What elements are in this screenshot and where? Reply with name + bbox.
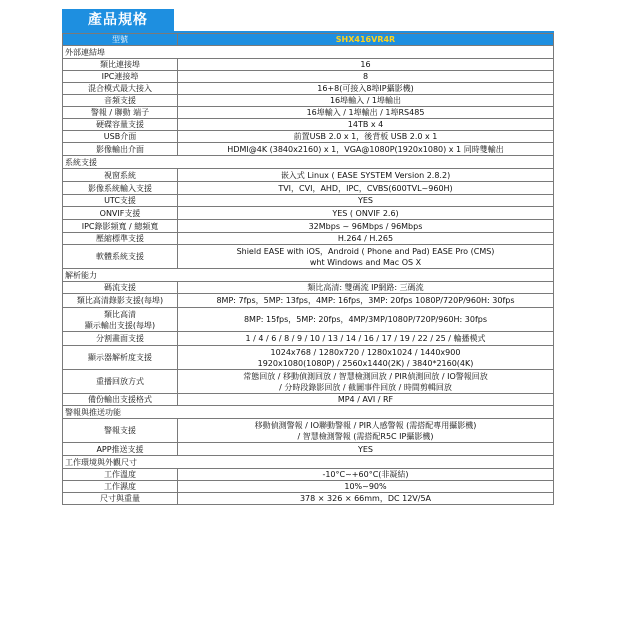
spec-value-line: 10%~90%	[344, 482, 387, 491]
spec-value-line: 16埠輸入 / 1埠輸出 / 1埠RS485	[306, 108, 425, 117]
model-value: SHX416VR4R	[178, 34, 554, 46]
spec-label: ONVIF支援	[63, 207, 178, 220]
section-heading: 工作環境與外觀尺寸	[63, 456, 554, 469]
spec-label: 類比連接埠	[63, 59, 178, 71]
spec-label: 軟體系統支援	[63, 245, 178, 269]
spec-label: USB介面	[63, 131, 178, 143]
model-row	[63, 34, 554, 46]
spec-row	[63, 469, 554, 481]
spec-row	[63, 195, 554, 207]
section-row	[63, 456, 554, 469]
spec-label: 音頻支援	[63, 95, 178, 107]
spec-row	[63, 83, 554, 95]
spec-value	[178, 394, 554, 406]
section-row	[63, 156, 554, 169]
spec-row	[63, 233, 554, 245]
spec-label: 工作溫度	[63, 469, 178, 481]
spec-label: 尺寸與重量	[63, 493, 178, 505]
spec-value-line: 嵌入式 Linux ( EASE SYSTEM Version 2.8.2)	[280, 170, 451, 180]
spec-value-line: 1024x768 / 1280x720 / 1280x1024 / 1440x900	[270, 347, 461, 357]
spec-label: 警報 / 聯動 端子	[63, 107, 178, 119]
spec-value	[178, 169, 554, 182]
spec-label: APP推送支援	[63, 443, 178, 456]
spec-value	[178, 107, 554, 119]
spec-value-line: 378 × 326 × 66mm，DC 12V/5A	[299, 494, 432, 503]
model-label: 型號	[63, 34, 178, 46]
spec-value	[178, 443, 554, 456]
spec-label: 混合模式最大接入	[63, 83, 178, 95]
spec-label: 類比高清錄影支援(每埠)	[63, 294, 178, 308]
spec-value	[178, 245, 554, 269]
spec-value	[178, 207, 554, 220]
spec-value-line: Shield EASE with iOS，Android ( Phone and Pad) EASE Pro (CMS)	[236, 246, 495, 256]
spec-value-line: / 智慧檢測警報 (需搭配R5C IP攝影機)	[297, 431, 434, 441]
spec-row	[63, 143, 554, 156]
spec-row	[63, 308, 554, 332]
spec-value	[178, 370, 554, 394]
spec-value	[178, 59, 554, 71]
spec-row	[63, 443, 554, 456]
spec-row	[63, 71, 554, 83]
spec-label	[63, 308, 178, 332]
spec-value	[178, 95, 554, 107]
spec-label: 備份輸出支援格式	[63, 394, 178, 406]
section-row	[63, 406, 554, 419]
spec-label: IPC連接埠	[63, 71, 178, 83]
spec-row	[63, 394, 554, 406]
spec-row	[63, 481, 554, 493]
spec-value	[178, 131, 554, 143]
spec-value-line: 8MP: 15fps，5MP: 20fps，4MP/3MP/1080P/720P/960H: 30fps	[243, 315, 488, 324]
spec-value-line: 14TB x 4	[347, 120, 384, 129]
spec-label: 硬碟容量支援	[63, 119, 178, 131]
section-heading: 警報與推送功能	[63, 406, 554, 419]
spec-value	[178, 346, 554, 370]
spec-row	[63, 207, 554, 220]
spec-row	[63, 59, 554, 71]
spec-value	[178, 233, 554, 245]
spec-row	[63, 95, 554, 107]
spec-value	[178, 119, 554, 131]
section-row	[63, 269, 554, 282]
spec-table	[62, 33, 554, 505]
spec-row	[63, 493, 554, 505]
spec-label: IPC錄影頻寬 / 總頻寬	[63, 220, 178, 233]
section-heading: 解析能力	[63, 269, 554, 282]
spec-value-line: YES	[357, 196, 374, 205]
spec-value-line: 16	[360, 60, 371, 69]
spec-value-line: 移動偵測警報 / IO聯動警報 / PIR人感警報 (需搭配專用攝影機)	[254, 420, 477, 430]
spec-row	[63, 131, 554, 143]
spec-label: 工作濕度	[63, 481, 178, 493]
spec-row	[63, 245, 554, 269]
spec-value-line: TVI，CVI，AHD，IPC，CVBS(600TVL~960H)	[278, 183, 453, 193]
spec-label: 警報支援	[63, 419, 178, 443]
spec-value	[178, 282, 554, 294]
spec-value-line: YES	[357, 444, 374, 454]
spec-value	[178, 83, 554, 95]
spec-row	[63, 169, 554, 182]
spec-value-line: -10°C~+60°C(非凝結)	[322, 470, 409, 479]
spec-row	[63, 282, 554, 294]
spec-value	[178, 481, 554, 493]
spec-value-line: YES ( ONVIF 2.6)	[332, 208, 399, 218]
spec-value	[178, 143, 554, 156]
spec-row	[63, 220, 554, 233]
spec-value	[178, 493, 554, 505]
spec-value-line: 常態回放 / 移動偵測回放 / 智慧檢測回放 / PIR偵測回放 / IO警報回放	[243, 371, 488, 381]
spec-value-line: 前置USB 2.0 x 1，後背板 USB 2.0 x 1	[293, 132, 438, 141]
spec-value-line: / 分時段錄影回放 / 截圖事件回放 / 時間剪輯回放	[279, 382, 452, 392]
spec-value-line: 16+8(可接入8埠IP攝影機)	[317, 84, 414, 93]
spec-value	[178, 220, 554, 233]
spec-value-line: HDMI@4K (3840x2160) x 1，VGA@1080P(1920x1080) x 1 同時雙輸出	[227, 144, 504, 154]
spec-row	[63, 346, 554, 370]
spec-label: UTC支援	[63, 195, 178, 207]
section-row	[63, 46, 554, 59]
spec-label: 視窗系統	[63, 169, 178, 182]
spec-value	[178, 469, 554, 481]
spec-row	[63, 107, 554, 119]
spec-label: 影像輸出介面	[63, 143, 178, 156]
spec-row	[63, 294, 554, 308]
spec-label: 分割畫面支援	[63, 332, 178, 346]
spec-value-line: 1920x1080(1080P) / 2560x1440(2K) / 3840*2160(4K)	[257, 358, 474, 368]
spec-label-line: 顯示輸出支援(每埠)	[84, 320, 156, 330]
spec-row	[63, 119, 554, 131]
spec-value	[178, 182, 554, 195]
spec-value-line: 16埠輸入 / 1埠輸出	[329, 96, 402, 105]
section-heading: 外部連結埠	[63, 46, 554, 59]
spec-value-line: H.264 / H.265	[337, 234, 394, 243]
spec-value	[178, 308, 554, 332]
spec-value-line: 1 / 4 / 6 / 8 / 9 / 10 / 13 / 14 / 16 / 17 / 19 / 22 / 25 / 輪播模式	[245, 334, 486, 343]
spec-label: 壓縮標準支援	[63, 233, 178, 245]
spec-label: 重播回放方式	[63, 370, 178, 394]
spec-value	[178, 71, 554, 83]
spec-row	[63, 370, 554, 394]
spec-value-line: wht Windows and Mac OS X	[309, 257, 422, 267]
spec-value	[178, 195, 554, 207]
spec-row	[63, 419, 554, 443]
spec-value-line: MP4 / AVI / RF	[337, 395, 394, 404]
spec-row	[63, 332, 554, 346]
spec-value	[178, 419, 554, 443]
spec-label: 顯示器解析度支援	[63, 346, 178, 370]
spec-value-line: 類比高清: 雙碼流 IP網路: 三碼流	[307, 283, 424, 292]
spec-label: 影像系統輸入支援	[63, 182, 178, 195]
spec-value-line: 32Mbps ~ 96Mbps / 96Mbps	[308, 221, 423, 231]
spec-value	[178, 294, 554, 308]
spec-label: 碼流支援	[63, 282, 178, 294]
page-title: 產品規格	[62, 9, 174, 32]
spec-row	[63, 182, 554, 195]
spec-value	[178, 332, 554, 346]
spec-label-line: 類比高清	[104, 309, 136, 319]
spec-value-line: 8MP: 7fps，5MP: 13fps，4MP: 16fps，3MP: 20fps 1080P/720P/960H: 30fps	[216, 296, 515, 305]
spec-value-line: 8	[362, 72, 369, 81]
section-heading: 系統支援	[63, 156, 554, 169]
